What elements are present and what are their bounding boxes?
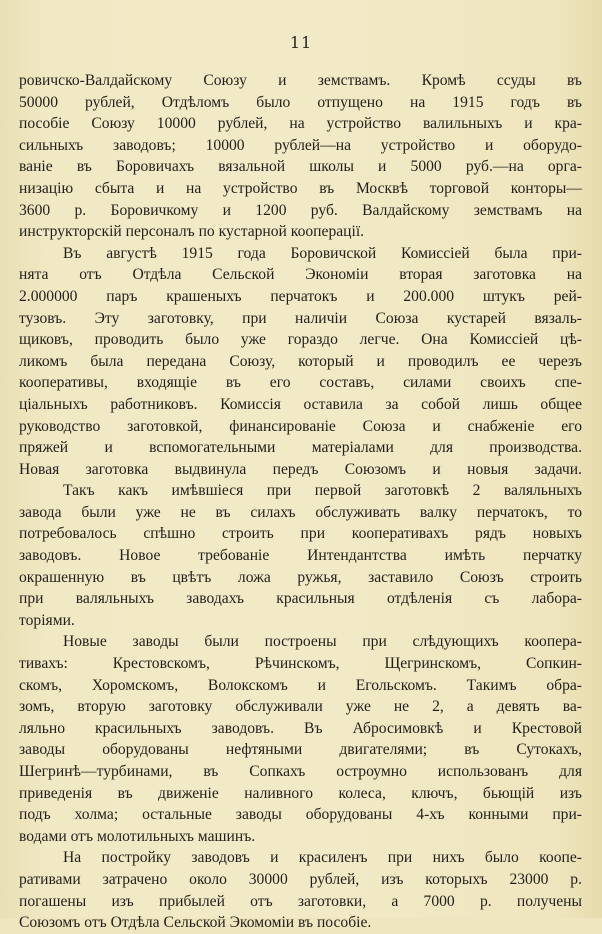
text-line: зомъ, вторую заготовку обслуживали уже не 2, а девять ва-	[19, 698, 582, 716]
text-line: Такъ какъ имѣвшіеся при первой заготовкѣ 2 валяльныхъ	[63, 482, 582, 500]
text-line: щиковъ, проводить было уже гораздо легче. Она Комиссіей цѣ-	[19, 331, 582, 349]
text-line: тузовъ. Эту заготовку, при наличіи Союза кустарей вязаль-	[19, 309, 582, 327]
text-line: Новая заготовка выдвинула передъ Союзомъ и новыя задачи.	[19, 460, 582, 478]
text-line: низацію сбыта и на устройство въ Москвѣ торговой конторы—	[19, 179, 582, 197]
text-line: окрашенную въ цвѣтъ ложа ружья, заставило Союзъ строить	[19, 568, 582, 586]
text-line: ляльно красильныхъ заводовъ. Въ Абросимовкѣ и Крестовой	[19, 719, 582, 737]
page-number: 11	[289, 33, 313, 52]
text-line: заводовъ. Новое требованіе Интендантства имѣть перчатку	[19, 547, 582, 565]
text-line: тивахъ: Крестовскомъ, Рѣчинскомъ, Щегринскомъ, Сопкин-	[19, 655, 582, 673]
text-line: На постройку заводовъ и красиленъ при нихъ было коопе-	[63, 849, 582, 867]
text-line: ваніе въ Боровичахъ вязальной школы и 5000 руб.—на орга-	[19, 158, 582, 176]
text-line: Союзомъ отъ Отдѣла Сельской Экомоміи въ пособіе.	[19, 914, 372, 932]
text-line: Въ августѣ 1915 года Боровичской Комиссіей была при-	[63, 244, 582, 262]
text-line: 2.000000 паръ крашеныхъ перчатокъ и 200.000 штукъ рей-	[19, 287, 582, 305]
text-line: Шегринѣ—турбинами, въ Сопкахъ остроумно использованъ для	[19, 763, 582, 780]
text-line: заводы оборудованы нефтяными двигателями; въ Сутокахъ,	[19, 741, 582, 759]
text-line: потребовалось спѣшно строить при кооперативахъ рядъ новыхъ	[19, 525, 582, 543]
text-line: пособіе Союзу 10000 рублей, на устройство валильныхъ и кра-	[19, 115, 582, 133]
text-line: скомъ, Хоромскомъ, Волокскомъ и Егольскомъ. Такимъ обра-	[19, 676, 582, 694]
text-line: инструкторскій персоналъ по кустарной кооперації.	[19, 223, 365, 241]
text-line: торіями.	[19, 611, 75, 629]
text-line: пряжей и вспомогательными матеріалами для производства.	[19, 439, 582, 457]
text-line: приведенія въ движеніе наливного колеса, ключъ, бьющій изъ	[19, 784, 582, 802]
text-line: ликомъ была передана Союзу, который и проводилъ ее черезъ	[19, 352, 582, 370]
text-line: ровичско-Валдайскому Союзу и земствамъ. Кромѣ ссуды въ	[19, 72, 582, 89]
text-line: ціальныхъ работниковъ. Комиссія оставила за собой лишь общее	[19, 395, 582, 413]
text-line: погашены изъ прибылей отъ заготовки, а 7000 р. получены	[19, 892, 582, 910]
text-line: ративами затрачено около 30000 рублей, изъ которыхъ 23000 р.	[19, 870, 582, 888]
text-line: Новые заводы были построены при слѣдующихъ коопера-	[63, 633, 582, 651]
text-line: при валяльныхъ заводахъ красильныя отдѣленія съ лабора-	[19, 590, 582, 608]
text-line: сильныхъ заводовъ; 10000 рублей—на устройство и оборудо-	[19, 136, 582, 154]
text-line: водами отъ молотильныхъ машинъ.	[19, 827, 256, 845]
text-line: кооперативы, входящіе въ его составъ, силами своихъ спе-	[19, 374, 582, 392]
text-line: 50000 рублей, Отдѣломъ было отпущено на 1915 годъ въ	[19, 93, 582, 111]
text-line: 3600 р. Боровичкому и 1200 руб. Валдайскому земствамъ на	[19, 201, 582, 219]
text-line: завода были уже не въ силахъ обслуживать валку перчатокъ, то	[19, 503, 582, 521]
text-line: нята отъ Отдѣла Сельской Экономіи вторая заготовка на	[19, 266, 582, 284]
text-line: руководство заготовкой, финансированіе Союза и снабженіе его	[19, 417, 582, 435]
body-text	[19, 70, 582, 934]
text-line: подъ холма; остальные заводы оборудованы 4-хъ конными при-	[19, 806, 582, 824]
